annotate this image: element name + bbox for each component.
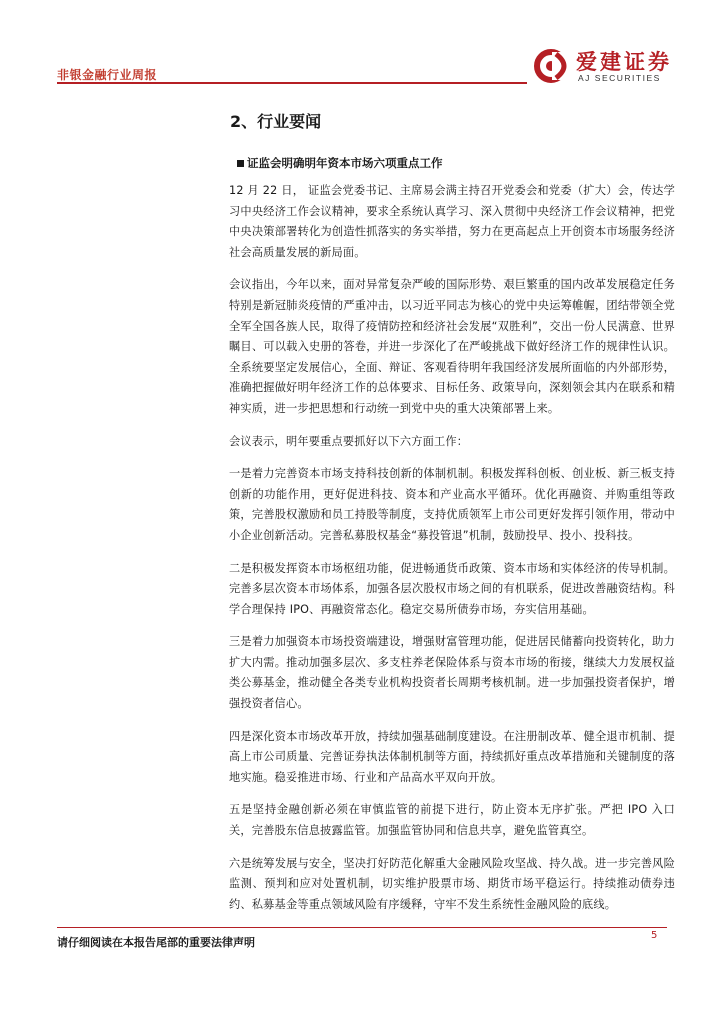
- paragraph-intro: 12 月 22 日， 证监会党委书记、主席易会满主持召开党委会和党委（扩大）会，传达学习中央经济工作会议精神，要求全系统认真学习、深入贯彻中央经济工作会议精神，把党中央决策部署转化为创造性抓落实的务实举措，努力在更高起点上开创资本市场服务经济社会高质量发展的新局面。: [229, 184, 675, 259]
- report-type-label: 非银金融行业周报: [57, 68, 158, 82]
- paragraph-meeting-summary: 会议指出，今年以来，面对异常复杂严峻的国际形势、艰巨繁重的国内改革发展稳定任务特别是新冠肺炎疫情的严重冲击，以习近平同志为核心的党中央运筹帷幄，团结带领全党全军全国各族人民，取得了疫情防控和经济社会发展“双胜利”，交出一份人民满意、世界瞩目、可以载入史册的答卷，并进一步深化了在严峻挑战下做好经济工作的规律性认识。全系统要坚定发展信心，全面、辩证、客观看待明年我国经济发展所面临的内外部形势，准确把握做好明年经济工作的总体要求、目标任务、政策导向，深刻领会其内在联系和精神实质，进一步把思想和行动统一到党中央的重大决策部署上来。: [229, 278, 675, 415]
- paragraph-task-3: 三是着力加强资本市场投资端建设，增强财富管理功能，促进居民储蓄向投资转化，助力扩大内需。推动加强多层次、多支柱养老保险体系与资本市场的衔接，继续大力发展权益类公募基金，推动健全各类专业机构投资者长周期考核机制。进一步加强投资者保护，增强投资者信心。: [229, 635, 675, 711]
- header-divider: [57, 82, 527, 84]
- news-heading: [237, 155, 443, 171]
- section-title: 2、行业要闻: [230, 112, 322, 131]
- logo-mark-icon: [532, 46, 576, 86]
- logo-english-name: AJ SECURITIES: [578, 73, 661, 83]
- paragraph-task-2: 二是积极发挥资本市场枢纽功能，促进畅通货币政策、资本市场和实体经济的传导机制。完善多层次资本市场体系，加强各层次股权市场之间的有机联系，促进改善融资结构。科学合理保持 IPO、再融资常态化。稳定交易所债券市场，夯实信用基础。: [229, 561, 675, 616]
- footer-divider: [57, 927, 667, 928]
- paragraph-task-6: 六是统筹发展与安全，坚决打好防范化解重大金融风险攻坚战、持久战。进一步完善风险监测、预判和应对处置机制，切实维护股票市场、期货市场平稳运行。持续推动债券违约、私募基金等重点领域风险有序缓释，守牢不发生系统性金融风险的底线。: [229, 856, 675, 911]
- article-body: [229, 181, 675, 927]
- footer-disclaimer: 请仔细阅读在本报告尾部的重要法律声明: [57, 936, 255, 949]
- bullet-square-icon: [237, 160, 244, 167]
- news-title-text: 证监会明确明年资本市场六项重点工作: [247, 156, 443, 170]
- paragraph-six-tasks-intro: 会议表示，明年要重点要抓好以下六方面工作：: [229, 434, 469, 448]
- company-logo: [532, 44, 682, 88]
- paragraph-task-1: 一是着力完善资本市场支持科技创新的体制机制。积极发挥科创板、创业板、新三板支持创新的功能作用，更好促进科技、资本和产业高水平循环。优化再融资、并购重组等政策，完善股权激励和员工持股等制度，支持优质领军上市公司更好发挥引领作用，带动中小企业创新活动。完善私募股权基金“募投管退”机制，鼓励投早、投小、投科技。: [229, 467, 675, 542]
- page-number: 5: [651, 930, 658, 941]
- logo-chinese-name: 爱建证券: [576, 49, 672, 74]
- paragraph-task-5: 五是坚持金融创新必须在审慎监管的前提下进行，防止资本无序扩张。严把 IPO 入口关，完善股东信息披露监管。加强监管协同和信息共享，避免监管真空。: [229, 803, 675, 838]
- paragraph-task-4: 四是深化资本市场改革开放，持续加强基础制度建设。在注册制改革、健全退市机制、提高上市公司质量、完善证券执法体制机制等方面，持续抓好重点改革措施和关键制度的落地实施。稳妥推进市场、行业和产品高水平双向开放。: [229, 729, 675, 784]
